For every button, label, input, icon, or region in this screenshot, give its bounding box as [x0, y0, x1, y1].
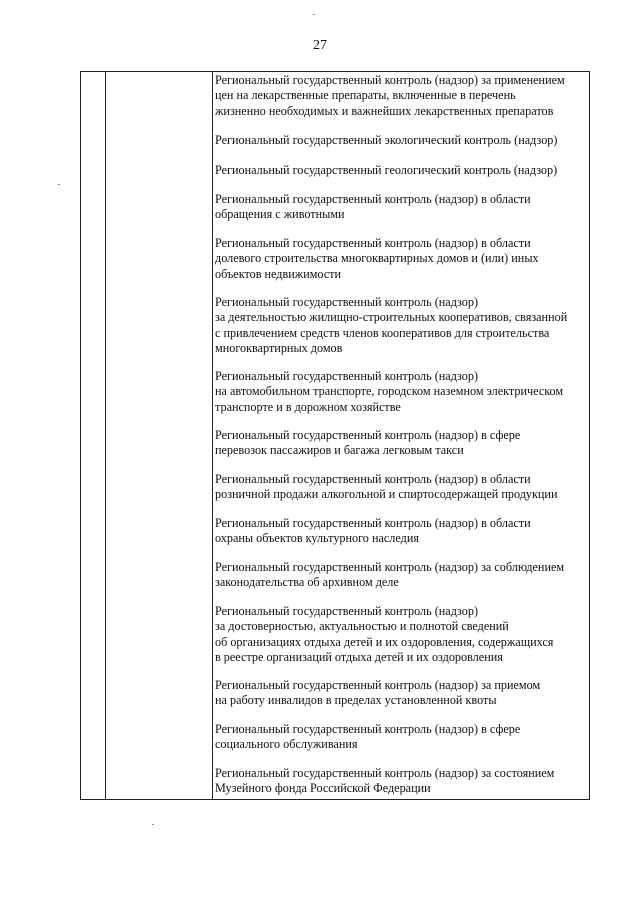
entry-line: цен на лекарственные препараты, включенные в перечень: [215, 88, 516, 103]
entry-line: за деятельностью жилищно-строительных кооперативов, связанной: [215, 310, 568, 325]
column-divider-1: [105, 72, 106, 799]
entry-line: законодательства об архивном деле: [215, 575, 399, 590]
entry-line: об организациях отдыха детей и их оздоровления, содержащихся: [215, 634, 554, 649]
entry-line: социального обслуживания: [215, 737, 358, 752]
entry-line: с привлечением средств членов кооперативов для строительства: [215, 325, 550, 340]
entry-line: Региональный государственный контроль (надзор) в области: [215, 192, 531, 206]
control-type-entry: [215, 133, 557, 148]
entry-line: Региональный государственный контроль (надзор): [215, 295, 479, 309]
control-type-entry: [215, 766, 554, 797]
page-number: 27: [313, 38, 327, 53]
entry-line: Региональный государственный контроль (надзор) в области: [215, 516, 531, 530]
control-type-entry: [215, 369, 563, 415]
entry-line: перевозок пассажиров и багажа легковым такси: [215, 443, 464, 458]
control-type-entry: [215, 428, 520, 459]
control-type-entry: [215, 163, 557, 178]
entry-line: Музейного фонда Российской Федерации: [215, 781, 431, 796]
entry-line: Региональный государственный контроль (надзор) в области: [215, 236, 531, 250]
column-divider-2: [212, 72, 213, 799]
entry-line: Региональный государственный экологический контроль (надзор): [215, 133, 558, 147]
entry-line: Региональный государственный контроль (надзор) за состоянием: [215, 766, 555, 780]
entry-line: на работу инвалидов в пределах установленной квоты: [215, 693, 497, 708]
scan-speck: [152, 824, 154, 825]
entry-line: Региональный государственный контроль (надзор) за соблюдением: [215, 560, 565, 574]
scan-speck: [313, 14, 315, 15]
entry-line: Региональный государственный контроль (надзор): [215, 369, 479, 383]
entry-line: жизненно необходимых и важнейших лекарственных препаратов: [215, 103, 554, 118]
entry-line: Региональный государственный контроль (надзор) в области: [215, 472, 531, 486]
entry-line: охраны объектов культурного наследия: [215, 531, 419, 546]
entry-line: транспорте и в дорожном хозяйстве: [215, 399, 401, 414]
control-type-entry: [215, 295, 567, 356]
control-type-entry: [215, 722, 520, 753]
entry-line: Региональный государственный контроль (надзор) в сфере: [215, 722, 521, 736]
control-type-entry: [215, 192, 531, 223]
entry-line: на автомобильном транспорте, городском наземном электрическом: [215, 384, 564, 399]
entry-line: Региональный государственный контроль (надзор) за приемом: [215, 678, 541, 692]
control-types-table: [80, 71, 590, 800]
entry-line: многоквартирных домов: [215, 340, 343, 355]
entry-line: в реестре организаций отдыха детей и их оздоровления: [215, 649, 503, 664]
control-type-entry: [215, 560, 564, 591]
control-type-entry: [215, 678, 540, 709]
entry-line: Региональный государственный контроль (надзор) в сфере: [215, 428, 521, 442]
control-type-entry: [215, 73, 565, 119]
entry-line: Региональный государственный контроль (надзор) за применением: [215, 73, 565, 87]
control-type-entry: [215, 516, 531, 547]
entry-line: Региональный государственный геологический контроль (надзор): [215, 163, 558, 177]
entry-line: Региональный государственный контроль (надзор): [215, 604, 479, 618]
entry-line: розничной продажи алкогольной и спиртосодержащей продукции: [215, 487, 558, 502]
entry-line: за достоверностью, актуальностью и полнотой сведений: [215, 619, 509, 634]
control-type-entry: [215, 236, 539, 282]
entry-line: долевого строительства многоквартирных домов и (или) иных: [215, 251, 539, 266]
control-type-entry: [215, 472, 557, 503]
scan-speck: [58, 184, 60, 185]
control-type-entry: [215, 604, 553, 665]
entry-line: объектов недвижимости: [215, 266, 342, 281]
entry-line: обращения с животными: [215, 207, 345, 222]
